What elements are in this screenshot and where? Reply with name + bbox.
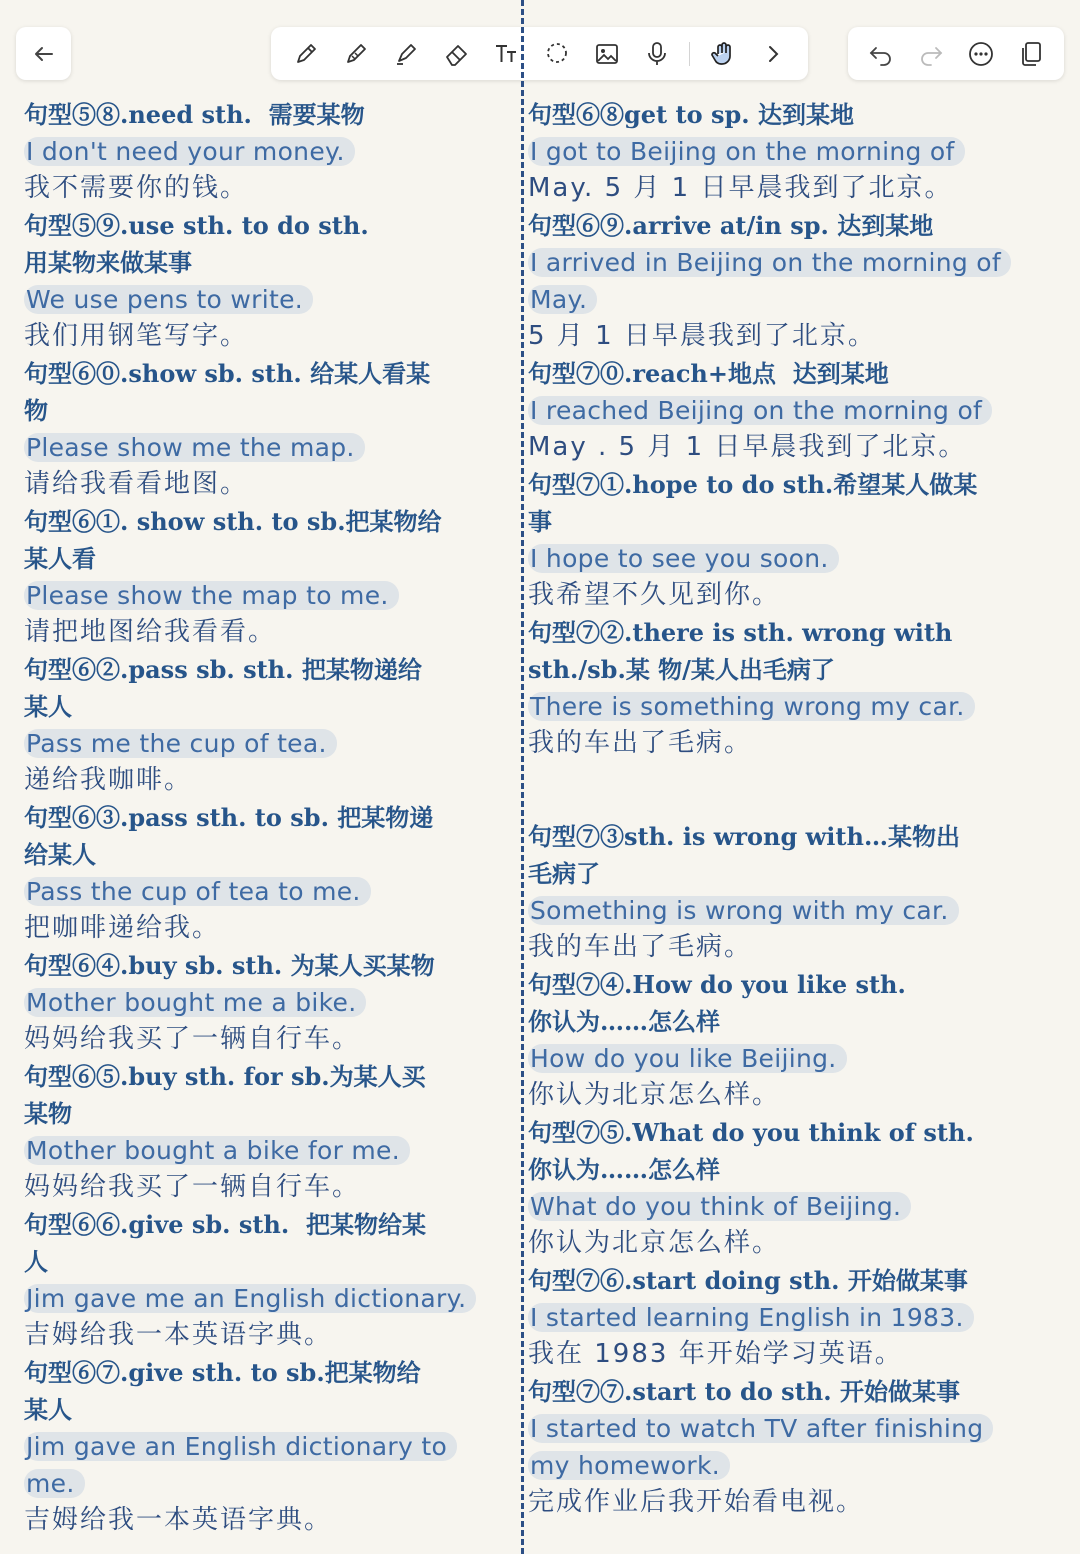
sentence-pattern-heading: 人	[24, 1247, 48, 1276]
english-example	[24, 429, 502, 466]
english-example	[24, 1428, 502, 1465]
english-example	[528, 688, 1058, 725]
highlighted-text: We use pens to write.	[24, 285, 313, 314]
sentence-pattern-heading: 句型⑥⓪.show sb. sth. 给某人看某	[24, 359, 431, 388]
sentence-pattern-heading: 句型⑦⑥.start doing sth. 开始做某事	[528, 1266, 968, 1295]
chinese-translation: 完成作业后我开始看电视。	[528, 1487, 865, 1517]
highlighted-text: I started to watch TV after finishing	[528, 1414, 993, 1443]
sentence-pattern-heading: 句型⑥⑥.give sb. sth. 把某物给某	[24, 1210, 426, 1239]
english-example	[528, 1040, 1058, 1077]
sentence-pattern-heading: 句型⑥⑧get to sp. 达到某地	[528, 100, 854, 129]
sentence-pattern-heading: 给某人	[24, 840, 96, 869]
chinese-translation: 你认为北京怎么样。	[528, 1080, 781, 1110]
chinese-translation: 我的车出了毛病。	[528, 728, 753, 758]
left-notes-column	[24, 96, 502, 1539]
chinese-translation: 我的车出了毛病。	[528, 932, 753, 962]
lasso-tool[interactable]	[539, 36, 575, 72]
more-button[interactable]	[963, 36, 999, 72]
highlighted-text: Mother bought a bike for me.	[24, 1136, 410, 1165]
text-tool[interactable]	[489, 36, 525, 72]
english-example	[528, 540, 1058, 577]
sentence-pattern-heading: 某物	[24, 1099, 72, 1128]
highlighted-text: I don't need your money.	[24, 137, 355, 166]
english-example	[24, 133, 502, 170]
chinese-translation: 吉姆给我一本英语字典。	[24, 1320, 333, 1350]
english-example	[528, 1299, 1058, 1336]
chinese-translation: 把咖啡递给我。	[24, 913, 221, 943]
microphone-icon	[643, 40, 671, 68]
sentence-pattern-heading: 句型⑦④.How do you like sth.	[528, 970, 906, 999]
chinese-translation: 我在 1983 年开始学习英语。	[528, 1339, 903, 1369]
chinese-translation: 递给我咖啡。	[24, 765, 193, 795]
highlighted-text: I reached Beijing on the morning of	[528, 396, 992, 425]
eraser-icon	[443, 40, 471, 68]
english-example	[528, 1447, 1058, 1484]
highlighted-text: I hope to see you soon.	[528, 544, 839, 573]
more-tools-button[interactable]	[755, 36, 791, 72]
right-notes-column	[528, 96, 1058, 1521]
highlighted-text: There is something wrong my car.	[528, 692, 975, 721]
sentence-pattern-heading: 事	[528, 507, 552, 536]
english-example	[528, 133, 1058, 170]
sentence-pattern-heading: 你认为……怎么样	[528, 1007, 720, 1036]
sentence-pattern-heading: 句型⑥③.pass sth. to sb. 把某物递	[24, 803, 434, 832]
pen-tool[interactable]	[338, 36, 374, 72]
text-icon	[493, 40, 521, 68]
sentence-pattern-heading: 毛病了	[528, 859, 600, 888]
sentence-pattern-heading: 句型⑦⓪.reach+地点 达到某地	[528, 359, 889, 388]
pages-icon	[1017, 40, 1045, 68]
back-toolbar	[16, 27, 71, 80]
english-example	[24, 1465, 502, 1502]
back-button[interactable]	[26, 36, 62, 72]
highlighted-text: Something is wrong with my car.	[528, 896, 959, 925]
eraser-tool[interactable]	[439, 36, 475, 72]
chinese-translation: May . 5 月 1 日早晨我到了北京。	[528, 432, 967, 462]
toolbar-separator	[689, 42, 690, 66]
english-example	[24, 725, 502, 762]
sentence-pattern-heading: 句型⑦②.there is sth. wrong with	[528, 618, 953, 647]
english-example	[528, 1188, 1058, 1225]
highlighted-text: I arrived in Beijing on the morning of	[528, 248, 1011, 277]
sentence-pattern-heading: 句型⑦⑦.start to do sth. 开始做某事	[528, 1377, 960, 1406]
hand-tool[interactable]	[705, 36, 741, 72]
chinese-translation: May. 5 月 1 日早晨我到了北京。	[528, 173, 953, 203]
highlighted-text: How do you like Beijing.	[528, 1044, 847, 1073]
english-example	[24, 577, 502, 614]
history-toolbar	[848, 27, 1064, 80]
chinese-translation: 妈妈给我买了一辆自行车。	[24, 1024, 361, 1054]
english-example	[24, 984, 502, 1021]
chinese-translation: 我们用钢笔写字。	[24, 321, 249, 351]
highlighted-text: me.	[24, 1469, 85, 1498]
pen-icon	[342, 40, 370, 68]
more-icon	[967, 40, 995, 68]
pencil-icon	[292, 40, 320, 68]
chevron-right-icon	[759, 40, 787, 68]
sentence-pattern-heading: sth./sb.某 物/某人出毛病了	[528, 655, 835, 684]
sentence-pattern-heading: 某人看	[24, 544, 96, 573]
sentence-pattern-heading: 句型⑥⑨.arrive at/in sp. 达到某地	[528, 211, 934, 240]
sentence-pattern-heading: 句型⑥①. show sth. to sb.把某物给	[24, 507, 442, 536]
sentence-pattern-heading: 某人	[24, 1395, 72, 1424]
highlighted-text: What do you think of Beijing.	[528, 1192, 911, 1221]
lasso-icon	[543, 40, 571, 68]
arrow-left-icon	[30, 40, 58, 68]
english-example	[24, 1280, 502, 1317]
sentence-pattern-heading: 用某物来做某事	[24, 248, 192, 277]
sentence-pattern-heading: 句型⑤⑧.need sth. 需要某物	[24, 100, 365, 129]
blank-space	[528, 762, 1058, 818]
undo-icon	[867, 40, 895, 68]
sentence-pattern-heading: 句型⑤⑨.use sth. to do sth.	[24, 211, 369, 240]
highlighted-text: May.	[528, 285, 597, 314]
image-icon	[593, 40, 621, 68]
sentence-pattern-heading: 句型⑥⑤.buy sth. for sb.为某人买	[24, 1062, 426, 1091]
drawing-toolbar	[271, 27, 808, 80]
undo-button[interactable]	[863, 36, 899, 72]
highlighted-text: I started learning English in 1983.	[528, 1303, 974, 1332]
highlighted-text: Please show me the map.	[24, 433, 365, 462]
highlighted-text: I got to Beijing on the morning of	[528, 137, 965, 166]
pages-button[interactable]	[1013, 36, 1049, 72]
sentence-pattern-heading: 某人	[24, 692, 72, 721]
chinese-translation: 5 月 1 日早晨我到了北京。	[528, 321, 876, 351]
english-example	[24, 1132, 502, 1169]
english-example	[528, 281, 1058, 318]
highlighted-text: Jim gave an English dictionary to	[24, 1432, 457, 1461]
sentence-pattern-heading: 句型⑦⑤.What do you think of sth.	[528, 1118, 974, 1147]
sentence-pattern-heading: 句型⑥②.pass sb. sth. 把某物递给	[24, 655, 422, 684]
column-divider	[521, 0, 524, 1554]
sentence-pattern-heading: 句型⑦①.hope to do sth.希望某人做某	[528, 470, 978, 499]
english-example	[528, 244, 1058, 281]
english-example	[528, 392, 1058, 429]
highlighted-text: Pass the cup of tea to me.	[24, 877, 371, 906]
highlighted-text: Please show the map to me.	[24, 581, 399, 610]
chinese-translation: 我希望不久见到你。	[528, 580, 781, 610]
redo-button[interactable]	[913, 36, 949, 72]
chinese-translation: 妈妈给我买了一辆自行车。	[24, 1172, 361, 1202]
sentence-pattern-heading: 你认为……怎么样	[528, 1155, 720, 1184]
image-tool[interactable]	[589, 36, 625, 72]
english-example	[24, 873, 502, 910]
microphone-tool[interactable]	[639, 36, 675, 72]
english-example	[24, 281, 502, 318]
highlighted-text: Pass me the cup of tea.	[24, 729, 337, 758]
sentence-pattern-heading: 句型⑥④.buy sb. sth. 为某人买某物	[24, 951, 435, 980]
pencil-tool[interactable]	[288, 36, 324, 72]
redo-icon	[917, 40, 945, 68]
highlighter-tool[interactable]	[388, 36, 424, 72]
chinese-translation: 你认为北京怎么样。	[528, 1228, 781, 1258]
highlighted-text: Jim gave me an English dictionary.	[24, 1284, 476, 1313]
sentence-pattern-heading: 物	[24, 396, 48, 425]
chinese-translation: 吉姆给我一本英语字典。	[24, 1505, 333, 1535]
highlighted-text: Mother bought me a bike.	[24, 988, 366, 1017]
sentence-pattern-heading: 句型⑥⑦.give sth. to sb.把某物给	[24, 1358, 421, 1387]
chinese-translation: 请把地图给我看看。	[24, 617, 277, 647]
chinese-translation: 我不需要你的钱。	[24, 173, 249, 203]
highlighted-text: my homework.	[528, 1451, 730, 1480]
english-example	[528, 892, 1058, 929]
chinese-translation: 请给我看看地图。	[24, 469, 249, 499]
sentence-pattern-heading: 句型⑦③sth. is wrong with…某物出	[528, 822, 960, 851]
highlighter-icon	[392, 40, 420, 68]
hand-icon	[709, 40, 737, 68]
english-example	[528, 1410, 1058, 1447]
